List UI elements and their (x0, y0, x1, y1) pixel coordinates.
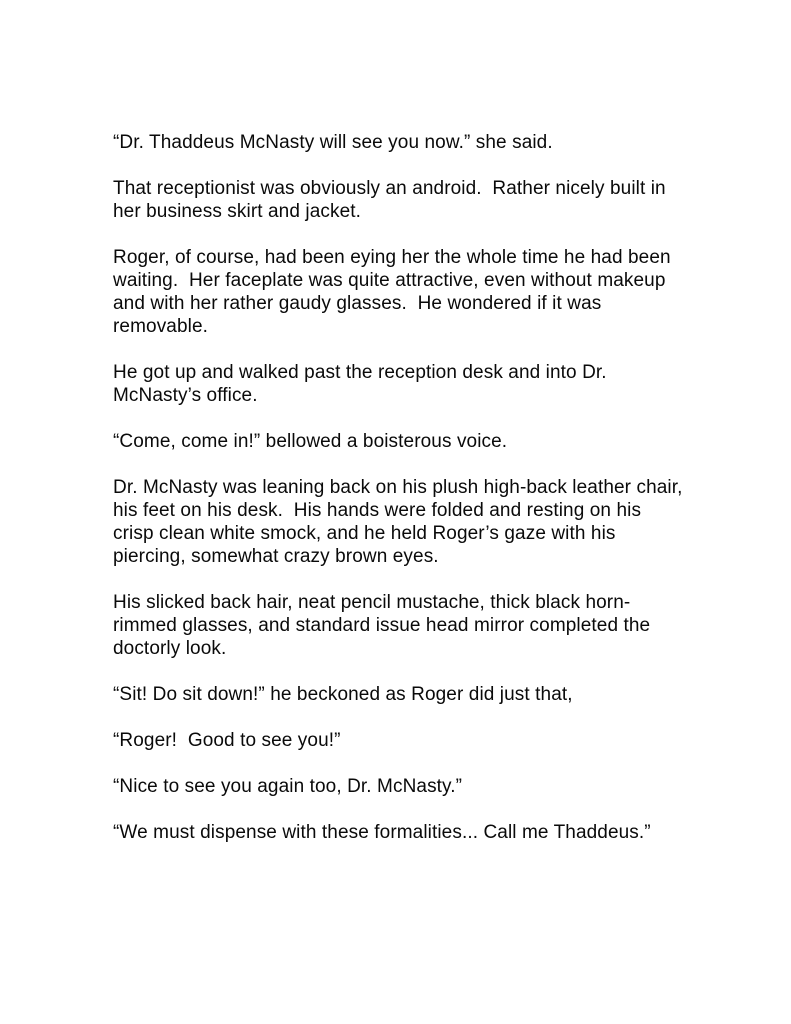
text-block (113, 131, 688, 844)
paragraph: “Come, come in!” bellowed a boisterous voice. (113, 431, 508, 452)
paragraph: “Nice to see you again too, Dr. McNasty.” (113, 776, 463, 797)
paragraph: Dr. McNasty was leaning back on his plush high-back leather chair, his feet on his desk. His hands were folded and resting on his crisp clean white smock, and he held Roger’s gaze with his piercing, somewhat crazy brown eyes. (113, 477, 688, 567)
paragraph: His slicked back hair, neat pencil mustache, thick black horn-rimmed glasses, and standard issue head mirror completed the doctorly look. (113, 592, 656, 659)
paragraph: “Dr. Thaddeus McNasty will see you now.” she said. (113, 132, 553, 153)
paragraph: Roger, of course, had been eying her the whole time he had been waiting. Her faceplate was quite attractive, even without makeup and with her rather gaudy glasses. He wondered if it was removable. (113, 247, 677, 337)
paragraph: “Sit! Do sit down!” he beckoned as Roger did just that, (113, 684, 573, 705)
paragraph: He got up and walked past the reception desk and into Dr. McNasty’s office. (113, 362, 613, 406)
paragraph: “We must dispense with these formalities... Call me Thaddeus.” (113, 822, 651, 843)
paragraph: That receptionist was obviously an android. Rather nicely built in her business skirt and jacket. (113, 178, 672, 222)
paragraph: “Roger! Good to see you!” (113, 730, 341, 751)
